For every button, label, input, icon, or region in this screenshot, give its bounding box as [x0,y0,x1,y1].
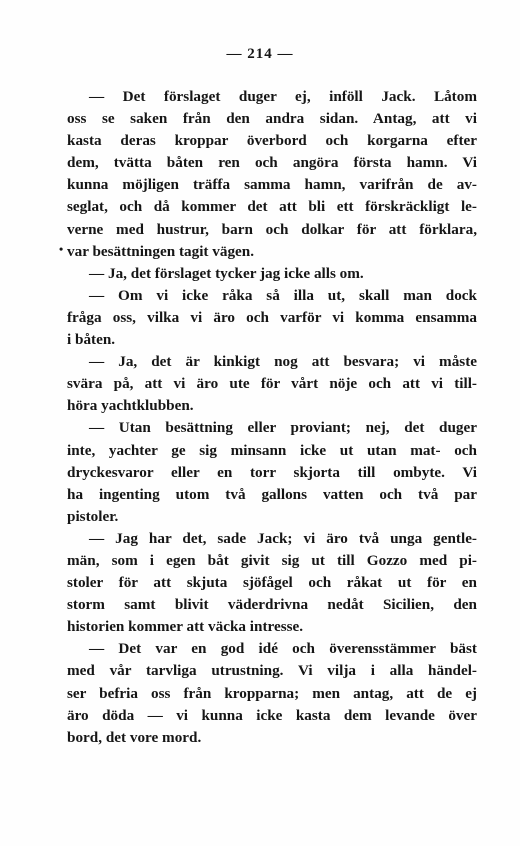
text-line: dryckesvaror eller en torr skjorta till ombyte. Vi [67,463,477,481]
text-line: — Jag har det, sade Jack; vi äro två unga gentle- [89,529,477,547]
text-line: verne med hustrur, barn och dolkar för att förklara, [67,220,477,238]
text-line: — Ja, det förslaget tycker jag icke alls om. [89,264,364,282]
text-line: stoler för att skjuta sjöfågel och råkat ut för en [67,574,477,592]
text-line: — Om vi icke råka så illa ut, skall man dock [89,286,477,304]
text-line: höra yachtklubben. [67,397,194,415]
text-line: storm samt blivit väderdrivna nedåt Sicilien, den [67,596,477,614]
text-line: i båten. [67,331,116,349]
text-line: kunna möjligen träffa samma hamn, varifrån de av- [67,176,477,194]
text-line: kasta deras kroppar överbord och korgarna efter [67,132,477,150]
text-line: svära på, att vi äro ute för vårt nöje och att vi till- [67,375,477,393]
text-line: ha ingenting utom två gallons vatten och två par [67,485,477,503]
text-line: äro döda — vi kunna icke kasta dem levande över [67,706,477,724]
text-line: män, som i egen båt givit sig ut till Gozzo med pi- [67,551,477,569]
text-line: ser befria oss från kropparna; men antag, att de ej [67,684,477,702]
text-line: — Ja, det är kinkigt nog att besvara; vi måste [89,353,477,371]
text-line: historien kommer att väcka intresse. [67,618,304,636]
margin-mark: • [59,242,64,256]
text-line: fråga oss, vilka vi äro och varför vi komma ensamma [67,308,477,326]
body-text [67,86,477,749]
text-line: bord, det vore mord. [67,728,202,746]
text-line: — Utan besättning eller proviant; nej, det duger [89,419,477,437]
text-line: — Det förslaget duger ej, inföll Jack. Låtom [89,88,477,105]
text-line: seglat, och då kommer det att bli ett förskräckligt le- [67,198,477,216]
text-line: var besättningen tagit vägen. [67,242,255,260]
text-line: dem, tvätta båten ren och angöra första hamn. Vi [67,154,477,172]
text-line: inte, yachter ge sig minsann icke ut utan mat- och [67,441,477,459]
page-number: — 214 — [226,46,294,62]
text-line: med vår tarvliga utrustning. Vi vilja i alla händel- [67,662,477,680]
text-line: oss se saken från den andra sidan. Antag, att vi [67,110,477,128]
text-line: pistoler. [67,507,119,525]
text-line: — Det var en god idé och överensstämmer bäst [89,640,477,658]
